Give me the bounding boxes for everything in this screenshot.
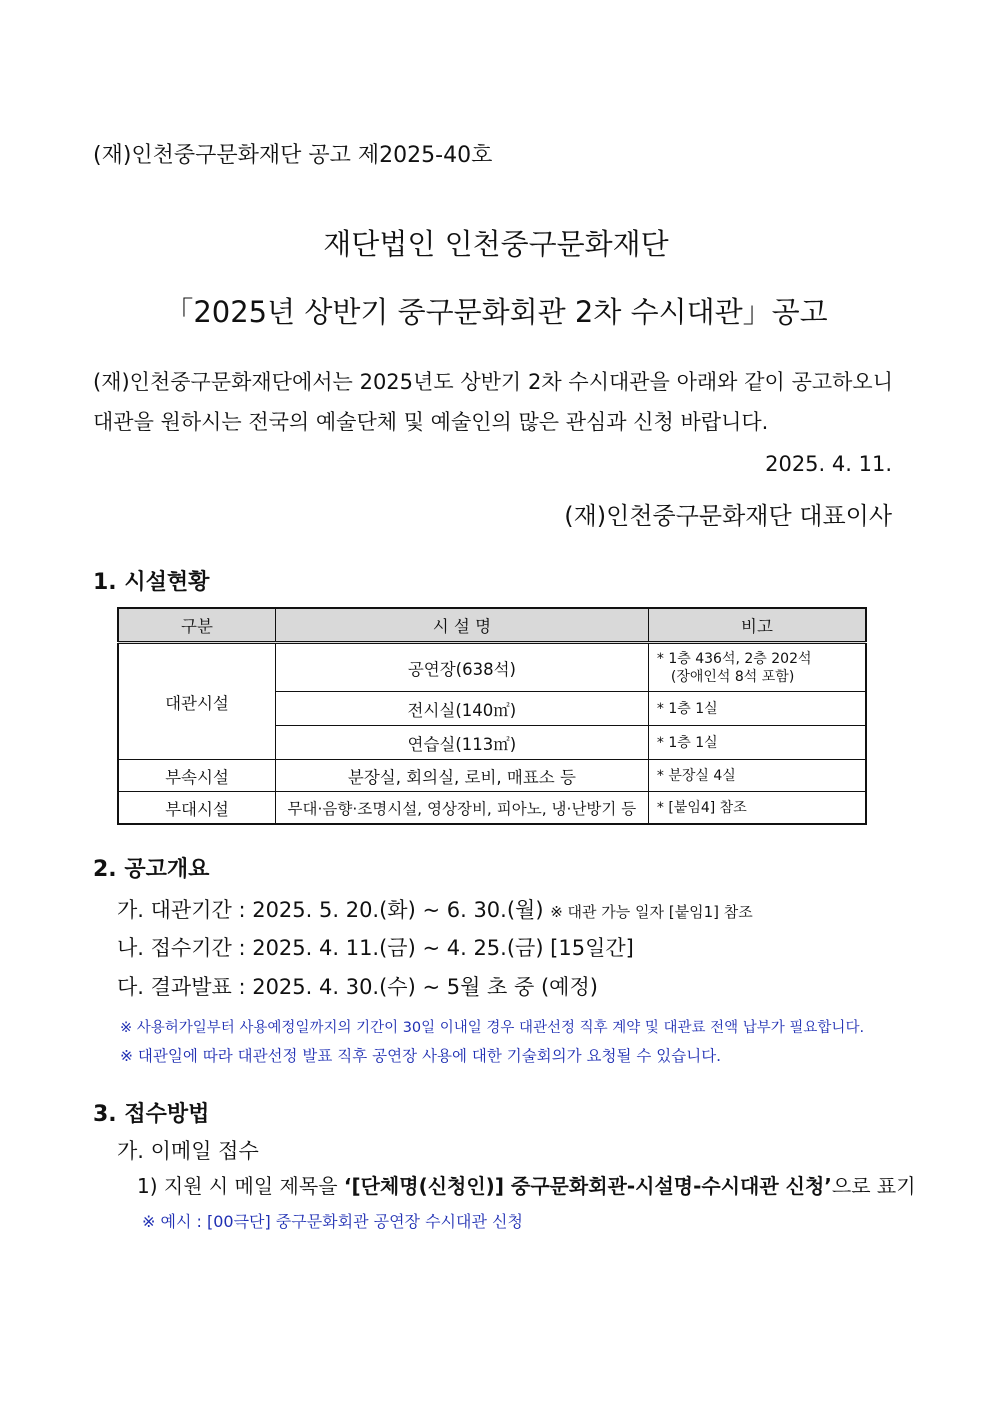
contract-note: ※ 사용허가일부터 사용예정일까지의 기간이 30일 이내일 경우 대관선정 직후 계약 및 대관료 전액 납부가 필요합니다.: [120, 1020, 865, 1036]
signer: (재)인천중구문화재단 대표이사: [564, 502, 892, 530]
table-row: [118, 760, 866, 792]
facility-name: 공연장(638석): [275, 643, 648, 692]
email-subject-rule: [137, 1170, 916, 1199]
header-facility: 시 설 명: [275, 608, 648, 643]
rental-period-note: ※ 대관 가능 일자 [붙임1] 참조: [550, 903, 753, 921]
category-extra: 부대시설: [118, 792, 275, 825]
note-line1: * 1층 436석, 2층 202석: [656, 650, 812, 667]
category-aux: 부속시설: [118, 760, 275, 792]
header-category: 구분: [118, 608, 275, 643]
page-title-line1: 재단법인 인천중구문화재단: [323, 227, 669, 261]
rule-prefix: 1) 지원 시 메일 제목을: [137, 1174, 344, 1198]
facility-note: * 분장실 4실: [648, 760, 866, 792]
table-row: [118, 643, 866, 692]
facility-name: 연습실(113㎡): [275, 726, 648, 760]
rental-period: [117, 894, 753, 924]
facility-note: * 1층 1실: [648, 692, 866, 726]
tech-meeting-note: ※ 대관일에 따라 대관선정 발표 직후 공연장 사용에 대한 기술회의가 요청될 수 있습니다.: [120, 1047, 722, 1065]
header-note: 비고: [648, 608, 866, 643]
table-header-row: [118, 608, 866, 643]
section2-heading: 2. 공고개요: [93, 857, 210, 882]
note-line2: (장애인석 8석 포함): [670, 668, 795, 685]
notice-date: 2025. 4. 11.: [765, 452, 892, 476]
facility-note: * 1층 1실: [648, 726, 866, 760]
result-announcement: 다. 결과발표 : 2025. 4. 30.(수) ~ 5월 초 중 (예정): [117, 975, 598, 999]
rental-period-text: 가. 대관기간 : 2025. 5. 20.(화) ~ 6. 30.(월): [117, 898, 544, 922]
section1-heading: 1. 시설현황: [93, 570, 210, 595]
facility-name: 분장실, 회의실, 로비, 매표소 등: [275, 760, 648, 792]
table-row: [118, 792, 866, 825]
intro-paragraph: (재)인천중구문화재단에서는 2025년도 상반기 2차 수시대관을 아래와 같이 공고하오니 대관을 원하시는 전국의 예술단체 및 예술인의 많은 관심과 신청 바랍니다.: [93, 370, 893, 434]
email-submission: 가. 이메일 접수: [117, 1139, 259, 1163]
rule-suffix: 으로 표기: [831, 1174, 916, 1198]
application-period: 나. 접수기간 : 2025. 4. 11.(금) ~ 4. 25.(금) [15일간]: [117, 936, 634, 960]
facility-name: 전시실(140㎡): [275, 692, 648, 726]
facility-note: [648, 643, 866, 692]
subject-example: ※ 예시 : [00극단] 중구문화회관 공연장 수시대관 신청: [142, 1212, 523, 1231]
section3-heading: 3. 접수방법: [93, 1102, 210, 1127]
facility-name: 무대·음향·조명시설, 영상장비, 피아노, 냉·난방기 등: [275, 792, 648, 825]
facility-table: [117, 607, 867, 825]
facility-note: * [붙임4] 참조: [648, 792, 866, 825]
notice-number: (재)인천중구문화재단 공고 제2025-40호: [93, 143, 493, 168]
rule-format: ‘[단체명(신청인)] 중구문화회관-시설명-수시대관 신청’: [343, 1174, 832, 1198]
page-title-line2: 「2025년 상반기 중구문화회관 2차 수시대관」공고: [164, 295, 828, 329]
category-rental: 대관시설: [118, 643, 275, 760]
